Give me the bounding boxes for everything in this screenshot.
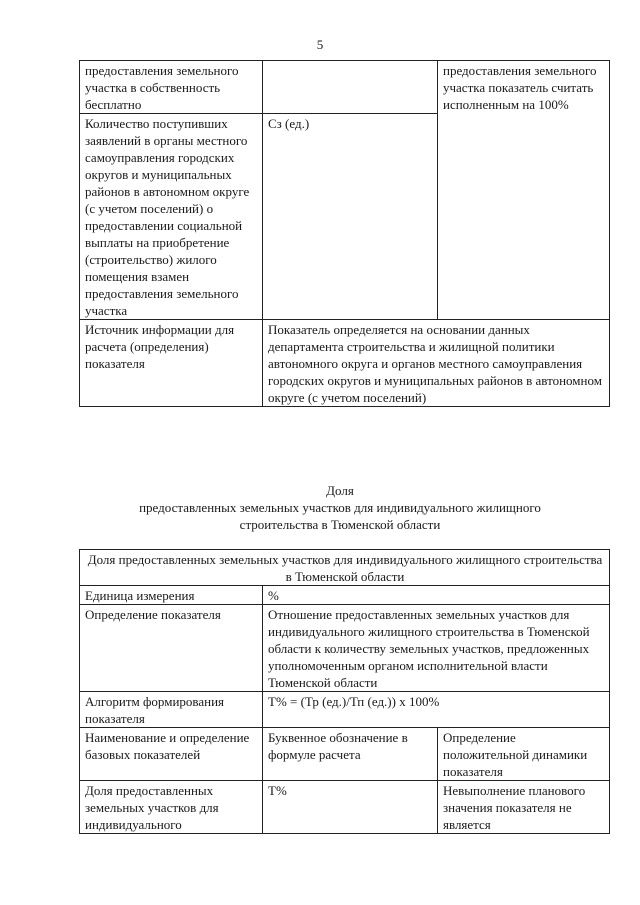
table-row	[80, 781, 610, 834]
table-row	[80, 728, 610, 781]
table-cell: Показатель определяется на основании данных департамента строительства и жилищной политики автономного округа и органов местного самоуправления городских округов и муниципальных районов в автономном округе (с учетом поселений)	[263, 320, 610, 407]
table-cell: Алгоритм формирования показателя	[80, 692, 263, 728]
table-cell: Источник информации для расчета (определения) показателя	[80, 320, 263, 407]
table-row	[80, 692, 610, 728]
table-cell: Буквенное обозначение в формуле расчета	[263, 728, 438, 781]
table-cell: предоставления земельного участка в собственность бесплатно	[80, 61, 263, 114]
table-row	[80, 61, 610, 114]
table-row	[80, 605, 610, 692]
indicator-table-continued	[79, 60, 610, 407]
table-cell: предоставления земельного участка показатель считать исполненным на 100%	[438, 61, 610, 320]
section-title-line: строительства в Тюменской области	[239, 517, 441, 532]
table-cell: Сз (ед.)	[263, 114, 438, 320]
table-cell: Доля предоставленных земельных участков для индивидуального	[80, 781, 263, 834]
table-cell: Единица измерения	[80, 586, 263, 605]
indicator-passport-table	[79, 549, 610, 834]
table-row	[80, 586, 610, 605]
table-row	[80, 320, 610, 407]
table-cell: Наименование и определение базовых показателей	[80, 728, 263, 781]
table-cell: Определение показателя	[80, 605, 263, 692]
table-cell: %	[263, 586, 610, 605]
table-cell: Невыполнение планового значения показателя не является	[438, 781, 610, 834]
table-cell: Т% = (Тр (ед.)/Тп (ед.)) х 100%	[263, 692, 610, 728]
section-title	[60, 482, 620, 533]
table-cell: Отношение предоставленных земельных участков для индивидуального жилищного строительства в Тюменской области к количеству земельных участков, предложенных уполномоченным органом исполнительной власти Тюменской области	[263, 605, 610, 692]
table-cell: Т%	[263, 781, 438, 834]
table-cell: Определение положительной динамики показателя	[438, 728, 610, 781]
table-header: Доля предоставленных земельных участков для индивидуального жилищного строительства в Тюменской области	[80, 550, 610, 586]
table-cell: Количество поступивших заявлений в органы местного самоуправления городских округов и муниципальных районов в автономном округе (с учетом поселений) о предоставлении социальной выплаты на приобретение (строительство) жилого помещения взамен предоставления земельного участка	[80, 114, 263, 320]
section-title-line: Доля	[326, 483, 354, 498]
table-cell	[263, 61, 438, 114]
section-title-line: предоставленных земельных участков для индивидуального жилищного	[139, 500, 541, 515]
table-row	[80, 550, 610, 586]
page-number: 5	[316, 37, 324, 52]
